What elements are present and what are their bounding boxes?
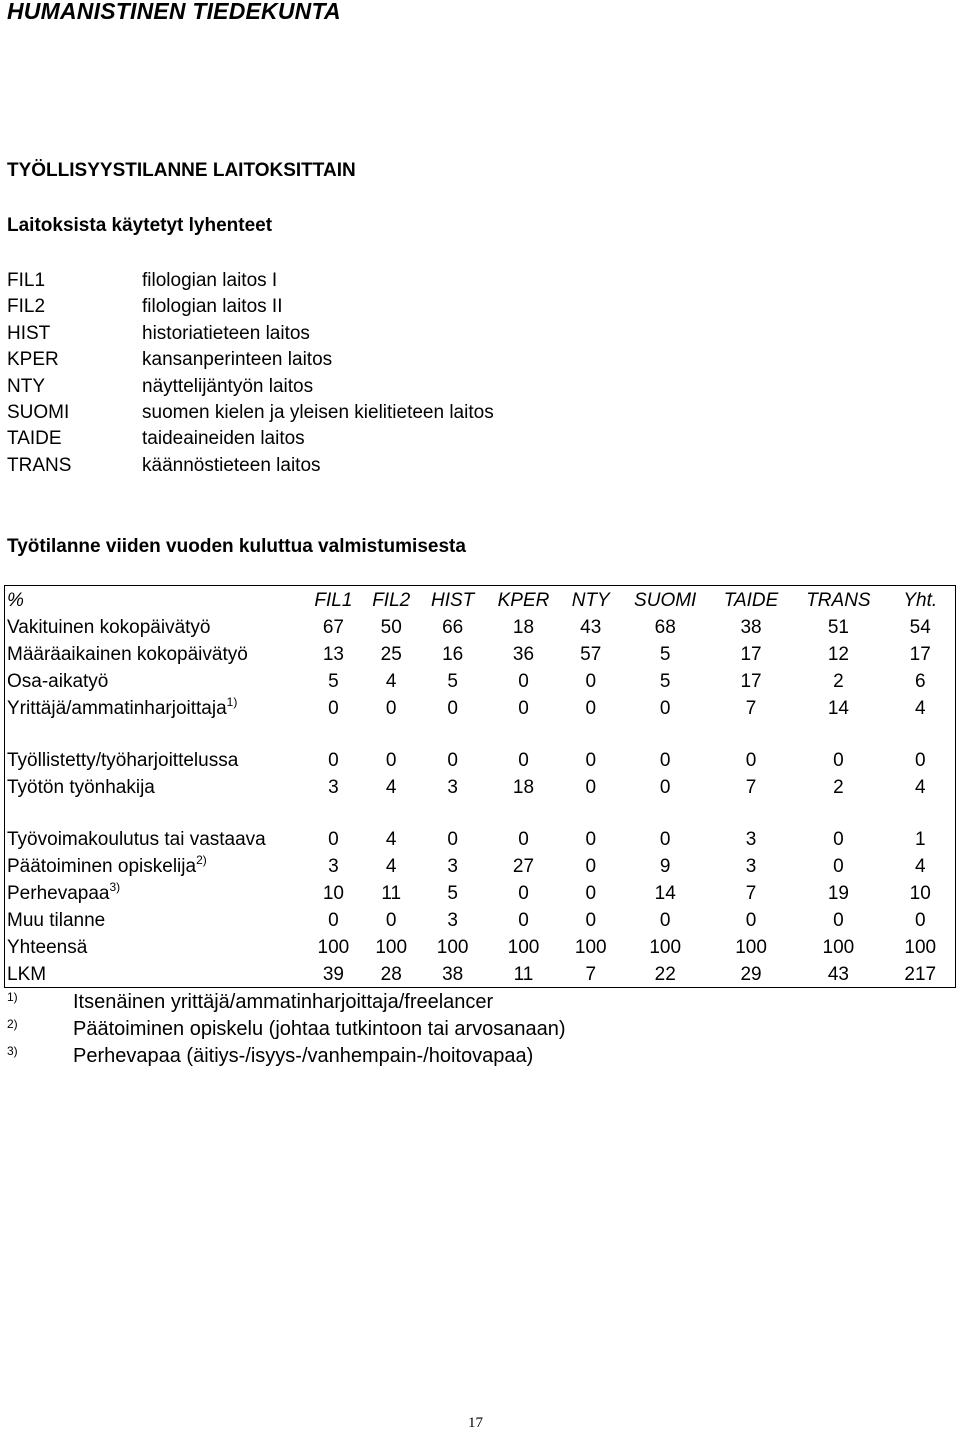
- table-row: [5, 800, 956, 852]
- page-number: 17: [468, 1415, 483, 1431]
- table-cell: 28: [380, 964, 402, 985]
- abbreviation-code: FIL2: [7, 296, 46, 318]
- table-cell: 0: [745, 750, 757, 771]
- table-cell: 3: [447, 910, 458, 931]
- footnote-mark: 1): [7, 990, 18, 1004]
- table-cell: 0: [328, 750, 339, 771]
- table-cell: 50: [380, 617, 402, 638]
- table-cell: 0: [585, 856, 597, 877]
- table-cell: 0: [914, 910, 926, 931]
- abbreviation-name: näyttelijäntyön laitos: [142, 375, 314, 397]
- table-cell: 17: [740, 671, 762, 692]
- table-cell: 0: [659, 777, 671, 798]
- table-cell: 0: [833, 829, 844, 850]
- table-cell: 0: [518, 829, 529, 850]
- row-label-text: Työvoimakoulutus tai vastaava: [7, 829, 266, 850]
- table-cell: 0: [585, 910, 597, 931]
- table-cell: 0: [328, 910, 339, 931]
- row-label-text: LKM: [7, 964, 47, 985]
- table-cell: 4: [385, 671, 397, 692]
- table-cell: 3: [447, 856, 458, 877]
- footnote-mark: 2): [7, 1017, 18, 1031]
- table-cell: 0: [585, 829, 597, 850]
- table-row: [5, 852, 956, 879]
- table-cell: 7: [745, 883, 757, 904]
- table-cell: 0: [585, 777, 597, 798]
- row-label-text: Perhevapaa: [7, 883, 110, 904]
- table-cell: 5: [659, 671, 671, 692]
- row-label-text: Osa-aikatyö: [7, 671, 109, 692]
- row-label: [5, 879, 305, 906]
- table-row: [5, 694, 956, 721]
- table-cell: 0: [518, 750, 529, 771]
- table-row: [5, 640, 956, 667]
- table-cell: 4: [914, 777, 926, 798]
- row-label: [5, 960, 305, 988]
- table-cell: 4: [914, 856, 926, 877]
- table-header-fil2: FIL2: [372, 590, 411, 611]
- table-row: [5, 721, 956, 773]
- table-cell: 0: [833, 856, 844, 877]
- abbreviation-name: kansanperinteen laitos: [142, 349, 333, 371]
- table-cell: 3: [328, 777, 339, 798]
- abbreviation-code: TRANS: [7, 454, 72, 476]
- table-cell: 100: [375, 937, 408, 958]
- table-heading: Työtilanne viiden vuoden kuluttua valmistumisesta: [7, 536, 466, 557]
- table-cell: 0: [659, 829, 671, 850]
- table-header-hist: HIST: [431, 590, 475, 611]
- table-cell: 100: [507, 937, 540, 958]
- table-cell: 4: [385, 777, 397, 798]
- row-label: [5, 694, 305, 721]
- table-cell: 0: [385, 910, 397, 931]
- table-cell: 67: [322, 617, 344, 638]
- table-row: [5, 933, 956, 960]
- table-cell: 14: [827, 698, 849, 719]
- abbreviation-code: NTY: [7, 375, 45, 397]
- table-row: [5, 906, 956, 933]
- table-cell: 5: [447, 671, 458, 692]
- abbreviations-heading: Laitoksista käytetyt lyhenteet: [7, 215, 273, 236]
- table-cell: 0: [585, 883, 597, 904]
- table-cell: 3: [745, 829, 757, 850]
- row-label: [5, 667, 305, 694]
- abbreviation-name: historiatieteen laitos: [142, 322, 310, 344]
- table-cell: 51: [827, 617, 849, 638]
- row-label: [5, 613, 305, 640]
- table-cell: 0: [447, 750, 458, 771]
- table-cell: 3: [328, 856, 339, 877]
- table-cell: 17: [909, 644, 931, 665]
- footnote-marker: 1): [226, 695, 238, 709]
- table-cell: 5: [328, 671, 339, 692]
- table-cell: 14: [654, 883, 676, 904]
- table-cell: 22: [654, 964, 676, 985]
- table-cell: 17: [740, 644, 762, 665]
- table-cell: 29: [740, 964, 762, 985]
- table-cell: 0: [833, 910, 844, 931]
- table-cell: 7: [745, 698, 757, 719]
- table-cell: 39: [322, 964, 344, 985]
- row-label: [5, 640, 305, 667]
- table-cell: 36: [512, 644, 535, 665]
- table-cell: 0: [328, 698, 339, 719]
- table-cell: 100: [574, 937, 607, 958]
- table-cell: 100: [904, 937, 937, 958]
- table-cell: 7: [745, 777, 757, 798]
- table-cell: 4: [385, 856, 397, 877]
- table-cell: 0: [659, 698, 671, 719]
- table-cell: 4: [385, 829, 397, 850]
- abbreviation-name: taideaineiden laitos: [142, 428, 305, 450]
- table-header-fil1: FIL1: [314, 590, 353, 611]
- table-cell: 0: [518, 910, 529, 931]
- table-cell: 4: [914, 698, 926, 719]
- table-cell: 27: [512, 856, 535, 877]
- table-header-nty: NTY: [571, 590, 610, 611]
- table-header-yht: Yht.: [903, 590, 938, 611]
- table-cell: 1: [914, 829, 926, 850]
- table-cell: 11: [381, 883, 402, 904]
- table-cell: 9: [659, 856, 671, 877]
- table-cell: 19: [827, 883, 849, 904]
- table-row: [5, 879, 956, 906]
- table-cell: 100: [436, 937, 469, 958]
- table-row: [5, 960, 956, 988]
- abbreviation-code: KPER: [7, 349, 59, 371]
- section-title: TYÖLLISYYSTILANNE LAITOKSITTAIN: [7, 160, 356, 181]
- row-label-text: Määräaikainen kokopäivätyö: [7, 644, 248, 665]
- faculty-title: HUMANISTINEN TIEDEKUNTA: [7, 0, 341, 24]
- employment-table: [4, 585, 956, 988]
- table-cell: 0: [659, 750, 671, 771]
- table-header-row: [5, 586, 956, 614]
- row-label-text: Yrittäjä/ammatinharjoittaja: [7, 698, 227, 719]
- table-cell: 0: [447, 698, 458, 719]
- table-header-suomi: SUOMI: [634, 590, 697, 611]
- table-cell: 0: [447, 829, 458, 850]
- footnote-text: Päätoiminen opiskelu (johtaa tutkintoon tai arvosanaan): [73, 1018, 566, 1040]
- table-header-kper: KPER: [497, 590, 550, 611]
- table-cell: 43: [580, 617, 602, 638]
- row-label-text: Päätoiminen opiskelija: [7, 856, 197, 877]
- table-cell: 217: [904, 964, 937, 985]
- table-cell: 0: [914, 750, 926, 771]
- table-cell: 43: [827, 964, 849, 985]
- row-label-text: Työllistetty/työharjoittelussa: [7, 750, 239, 771]
- table-cell: 0: [585, 750, 597, 771]
- table-cell: 2: [833, 671, 844, 692]
- table-cell: 0: [518, 883, 529, 904]
- footnote-marker: 2): [196, 853, 207, 867]
- row-label: [5, 773, 305, 800]
- abbreviation-name: filologian laitos II: [142, 296, 283, 318]
- row-label: [5, 933, 305, 960]
- abbreviation-name: filologian laitos I: [142, 270, 278, 291]
- row-label: [5, 852, 305, 879]
- table-row: [5, 613, 956, 640]
- table-cell: 16: [442, 644, 464, 665]
- table-cell: 2: [833, 777, 844, 798]
- table-cell: 66: [442, 617, 464, 638]
- table-cell: 68: [654, 617, 676, 638]
- footnote-marker: 3): [109, 880, 121, 894]
- abbreviation-name: käännöstieteen laitos: [142, 454, 321, 476]
- abbreviation-name: suomen kielen ja yleisen kielitieteen laitos: [142, 401, 494, 423]
- row-label: [5, 721, 305, 773]
- table-cell: 11: [513, 964, 534, 985]
- table-cell: 0: [328, 829, 339, 850]
- table-cell: 3: [447, 777, 458, 798]
- table-cell: 5: [447, 883, 458, 904]
- footnote-text: Itsenäinen yrittäjä/ammatinharjoittaja/freelancer: [73, 991, 494, 1013]
- table-cell: 0: [833, 750, 844, 771]
- abbreviation-code: HIST: [7, 322, 51, 344]
- row-label: [5, 906, 305, 933]
- table-cell: 0: [518, 698, 529, 719]
- table-header-taide: TAIDE: [723, 590, 779, 611]
- abbreviation-code: TAIDE: [7, 428, 62, 450]
- table-cell: 6: [914, 671, 926, 692]
- table-cell: 5: [659, 644, 671, 665]
- table-cell: 10: [322, 883, 344, 904]
- footnote-mark: 3): [7, 1044, 18, 1058]
- row-label-text: Yhteensä: [7, 937, 88, 958]
- table-cell: 10: [909, 883, 931, 904]
- table-cell: 12: [827, 644, 849, 665]
- table-cell: 0: [585, 671, 597, 692]
- table-cell: 13: [322, 644, 344, 665]
- table-cell: 38: [442, 964, 464, 985]
- table-cell: 0: [585, 698, 597, 719]
- footnote-text: Perhevapaa (äitiys-/isyys-/vanhempain-/hoitovapaa): [73, 1045, 534, 1067]
- table-cell: 38: [740, 617, 762, 638]
- table-cell: 18: [512, 777, 535, 798]
- table-cell: 0: [385, 698, 397, 719]
- table-row: [5, 667, 956, 694]
- table-cell: 0: [745, 910, 757, 931]
- table-header-trans: TRANS: [806, 590, 871, 611]
- table-cell: 18: [512, 617, 535, 638]
- abbreviation-code: SUOMI: [7, 401, 70, 423]
- table-cell: 54: [909, 617, 931, 638]
- table-cell: 100: [822, 937, 855, 958]
- table-header-percent: %: [7, 590, 24, 611]
- table-cell: 100: [649, 937, 682, 958]
- row-label-text: Työtön työnhakija: [7, 777, 155, 798]
- table-cell: 7: [585, 964, 597, 985]
- table-cell: 57: [580, 644, 602, 665]
- table-row: [5, 773, 956, 800]
- table-cell: 100: [317, 937, 350, 958]
- row-label-text: Vakituinen kokopäivätyö: [7, 617, 211, 638]
- row-label: [5, 800, 305, 852]
- table-cell: 25: [380, 644, 402, 665]
- row-label-text: Muu tilanne: [7, 910, 106, 931]
- table-cell: 0: [385, 750, 397, 771]
- table-cell: 0: [518, 671, 529, 692]
- table-cell: 3: [745, 856, 757, 877]
- abbreviation-code: FIL1: [7, 270, 46, 291]
- table-cell: 0: [659, 910, 671, 931]
- table-cell: 100: [735, 937, 767, 958]
- table-body: [5, 613, 956, 988]
